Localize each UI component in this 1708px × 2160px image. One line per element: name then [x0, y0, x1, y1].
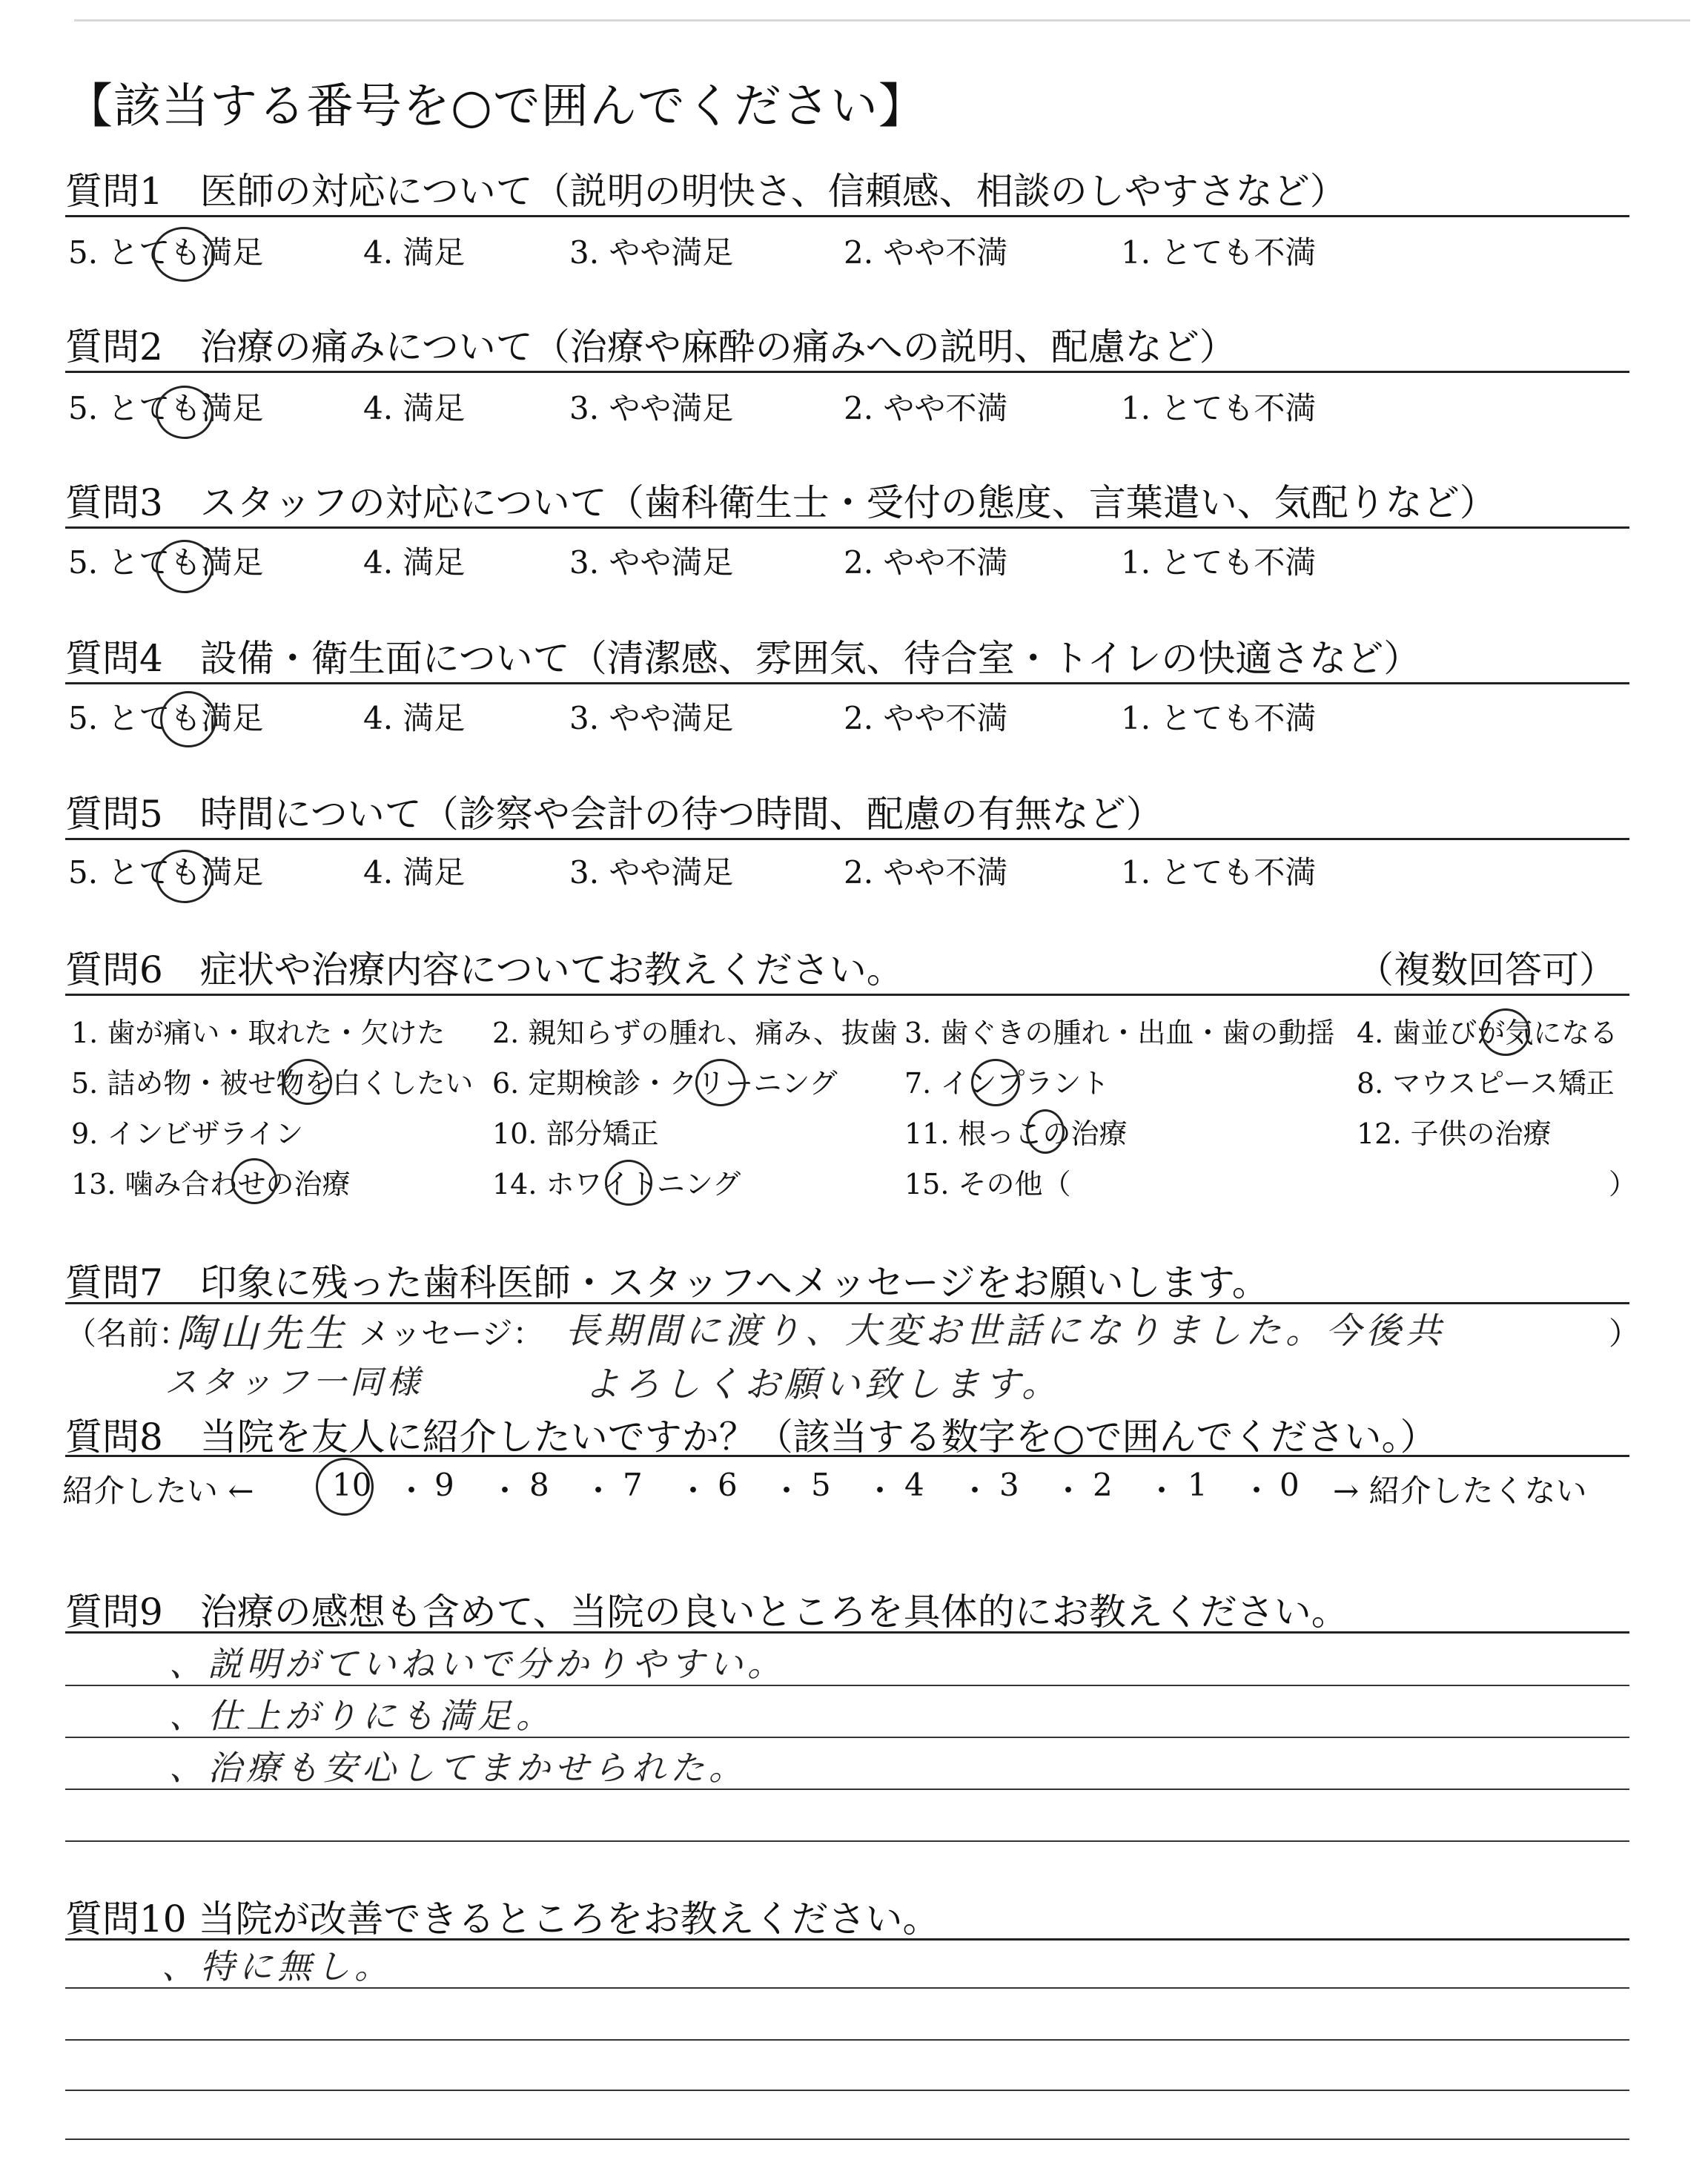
q6-option-7[interactable]: 7. インプラント: [904, 1067, 1110, 1100]
q5-option-4[interactable]: 4. 満足: [363, 854, 466, 891]
question-6-note: （複数回答可）: [1357, 948, 1616, 991]
q4-option-4[interactable]: 4. 満足: [363, 700, 466, 736]
q8-number-3[interactable]: 3: [999, 1467, 1019, 1503]
q5-option-2[interactable]: 2. やや不満: [844, 854, 1008, 891]
q3-option-2[interactable]: 2. やや不満: [844, 544, 1008, 581]
q6-option-6[interactable]: 6. 定期検診・クリーニング: [492, 1067, 838, 1100]
q2-option-4[interactable]: 4. 満足: [363, 390, 466, 426]
q9-handwritten-answer-2[interactable]: 、仕上がりにも満足。: [169, 1696, 555, 1736]
q8-number-0[interactable]: 0: [1280, 1467, 1300, 1503]
q1-handwritten-circle: [153, 227, 215, 282]
q8-left-label: 紹介したい ←: [62, 1473, 254, 1509]
q8-dot: ・: [583, 1473, 615, 1509]
q6-option-14[interactable]: 14. ホワイトニング: [492, 1168, 741, 1200]
q7-close-paren: ）: [1609, 1315, 1641, 1352]
question-10-title: 質問10 当院が改善できるところをお教えください。: [65, 1898, 940, 1941]
q7-message-label: メッセージ：: [359, 1315, 544, 1352]
question-7-title: 質問7 印象に残った歯科医師・スタッフへメッセージをお願いします。: [65, 1261, 1269, 1304]
question-5-rule: [65, 838, 1629, 840]
q6-option-15[interactable]: 15. その他（: [904, 1168, 1071, 1200]
q4-option-5[interactable]: 5. とても満足: [68, 700, 264, 736]
q6-option-12[interactable]: 12. 子供の治療: [1357, 1117, 1552, 1150]
answer-line: [65, 2138, 1629, 2140]
q5-handwritten-circle: [156, 850, 214, 903]
question-3-rule: [65, 526, 1629, 529]
q8-number-2[interactable]: 2: [1093, 1467, 1113, 1503]
question-3-title: 質問3 スタッフの対応について（歯科衛生士・受付の態度、言葉遣い、気配りなど）: [65, 481, 1497, 524]
question-1-title: 質問1 医師の対応について（説明の明快さ、信頼感、相談のしやすさなど）: [65, 170, 1347, 213]
q2-option-5[interactable]: 5. とても満足: [68, 390, 264, 426]
q5-option-5[interactable]: 5. とても満足: [68, 854, 264, 891]
question-1-rule: [65, 215, 1629, 217]
q8-dot: ・: [959, 1473, 991, 1509]
q3-option-3[interactable]: 3. やや満足: [569, 544, 734, 581]
question-2-title: 質問2 治療の痛みについて（治療や麻酔の痛みへの説明、配慮など）: [65, 326, 1237, 369]
q4-option-3[interactable]: 3. やや満足: [569, 700, 734, 736]
question-6-title: 質問6 症状や治療内容についてお教えください。: [65, 948, 904, 991]
answer-line: [65, 1840, 1629, 1842]
q6-opt5-handwritten-circle: [283, 1059, 332, 1105]
q8-number-7[interactable]: 7: [623, 1467, 643, 1503]
question-8-title: 質問8 当院を友人に紹介したいですか？（該当する数字を○で囲んでください。）: [65, 1416, 1437, 1459]
q9-handwritten-answer-1[interactable]: 、説明がていねいで分かりやすい。: [169, 1644, 786, 1684]
q2-option-1[interactable]: 1. とても不満: [1121, 390, 1317, 426]
question-5-title: 質問5 時間について（診察や会計の待つ時間、配慮の有無など）: [65, 793, 1163, 836]
q8-number-6[interactable]: 6: [718, 1467, 738, 1503]
q8-dot: ・: [678, 1473, 709, 1509]
q4-handwritten-circle: [160, 691, 216, 747]
q7-name-label: （名前：: [65, 1315, 191, 1352]
q6-option-1[interactable]: 1. 歯が痛い・取れた・欠けた: [71, 1017, 446, 1049]
q8-number-1[interactable]: 1: [1188, 1467, 1208, 1503]
q6-opt11-handwritten-circle: [1026, 1109, 1065, 1154]
q6-option-15-close: ）: [1609, 1168, 1638, 1200]
q7-handwritten-message-line-2[interactable]: よろしくお願い致します。: [584, 1364, 1062, 1405]
q8-number-4[interactable]: 4: [904, 1467, 924, 1503]
q1-option-4[interactable]: 4. 満足: [363, 234, 466, 271]
q6-opt13-handwritten-circle: [231, 1158, 277, 1204]
question-4-title: 質問4 設備・衛生面について（清潔感、雰囲気、待合室・トイレの快適さなど）: [65, 637, 1421, 680]
answer-line: [65, 2090, 1629, 2091]
q10-handwritten-answer-1[interactable]: 、特に無し。: [162, 1946, 393, 1986]
q8-number-8[interactable]: 8: [529, 1467, 549, 1503]
q6-opt7-handwritten-circle: [971, 1059, 1020, 1106]
q6-opt6-handwritten-circle: [695, 1059, 746, 1106]
q4-option-2[interactable]: 2. やや不満: [844, 700, 1008, 736]
q2-handwritten-circle: [156, 386, 214, 439]
q8-dot: ・: [396, 1473, 428, 1509]
q8-dot: ・: [1146, 1473, 1178, 1509]
q1-option-2[interactable]: 2. やや不満: [844, 234, 1008, 271]
q6-option-13[interactable]: 13. 噛み合わせの治療: [71, 1168, 351, 1200]
q8-dot: ・: [1053, 1473, 1085, 1509]
q9-handwritten-answer-3[interactable]: 、治療も安心してまかせられた。: [169, 1748, 747, 1788]
q2-option-3[interactable]: 3. やや満足: [569, 390, 734, 426]
q5-option-1[interactable]: 1. とても不満: [1121, 854, 1317, 891]
q3-option-1[interactable]: 1. とても不満: [1121, 544, 1317, 581]
top-border-line: [74, 19, 1690, 22]
question-2-rule: [65, 371, 1629, 373]
q7-handwritten-name[interactable]: 陶山先生: [176, 1312, 349, 1356]
q6-opt4-handwritten-circle: [1481, 1008, 1530, 1056]
q8-number-5[interactable]: 5: [811, 1467, 831, 1503]
q7-handwritten-message-line-1[interactable]: 長期間に渡り、大変お世話になりました。今後共: [565, 1310, 1446, 1352]
question-9-title: 質問9 治療の感想も含めて、当院の良いところを具体的にお教えください。: [65, 1591, 1348, 1634]
q8-right-label: → 紹介したくない: [1333, 1473, 1587, 1509]
q6-option-5[interactable]: 5. 詰め物・被せ物を白くしたい: [71, 1067, 474, 1100]
answer-line: [65, 2039, 1629, 2041]
question-4-rule: [65, 682, 1629, 684]
q6-opt14-handwritten-circle: [605, 1160, 652, 1206]
q8-handwritten-circle: [316, 1458, 374, 1516]
q6-option-2[interactable]: 2. 親知らずの腫れ、痛み、抜歯: [492, 1017, 898, 1049]
q3-option-4[interactable]: 4. 満足: [363, 544, 466, 581]
q3-option-5[interactable]: 5. とても満足: [68, 544, 264, 581]
q6-option-4[interactable]: 4. 歯並びが気になる: [1357, 1017, 1618, 1049]
q3-handwritten-circle: [156, 540, 214, 593]
page-header: 【該当する番号を○で囲んでください】: [65, 79, 927, 134]
q8-dot: ・: [771, 1473, 803, 1509]
q4-option-1[interactable]: 1. とても不満: [1121, 700, 1317, 736]
q1-option-1[interactable]: 1. とても不満: [1121, 234, 1317, 271]
q5-option-3[interactable]: 3. やや満足: [569, 854, 734, 891]
q2-option-2[interactable]: 2. やや不満: [844, 390, 1008, 426]
q8-dot: ・: [1241, 1473, 1273, 1509]
q6-option-11[interactable]: 11. 根っこの治療: [904, 1117, 1128, 1150]
q6-option-10[interactable]: 10. 部分矯正: [492, 1117, 659, 1150]
question-8-rule: [65, 1455, 1629, 1457]
q8-number-10[interactable]: 10: [332, 1467, 372, 1503]
q8-dot: ・: [864, 1473, 896, 1509]
q6-option-8[interactable]: 8. マウスピース矯正: [1357, 1067, 1615, 1100]
q7-handwritten-name-line-2[interactable]: スタッフ一同様: [165, 1364, 424, 1401]
question-6-rule: [65, 994, 1629, 996]
q8-number-9[interactable]: 9: [434, 1467, 454, 1503]
question-9-rule: [65, 1631, 1629, 1634]
q8-dot: ・: [489, 1473, 521, 1509]
q1-option-5[interactable]: 5. とても満足: [68, 234, 264, 271]
q1-option-3[interactable]: 3. やや満足: [569, 234, 734, 271]
q6-option-3[interactable]: 3. 歯ぐきの腫れ・出血・歯の動揺: [904, 1017, 1335, 1049]
q6-option-9[interactable]: 9. インビザライン: [71, 1117, 304, 1150]
